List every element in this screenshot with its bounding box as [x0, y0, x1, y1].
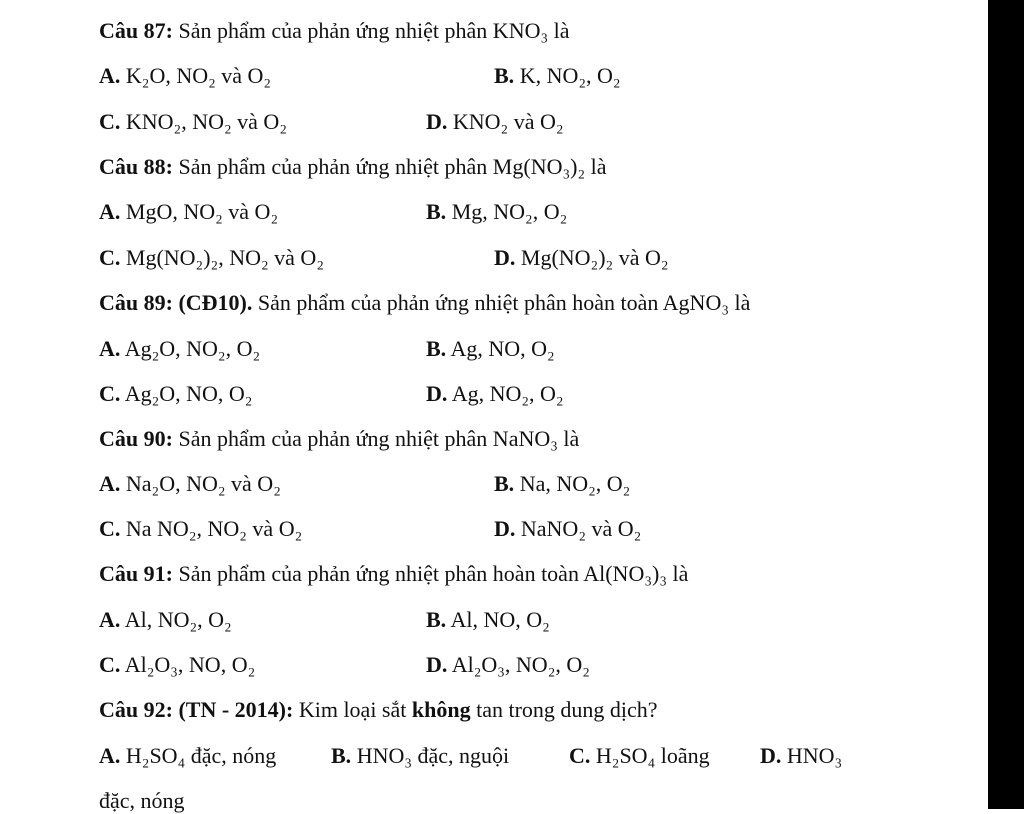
option-label: A.: [99, 63, 121, 88]
question-88: [99, 154, 607, 180]
option-label: B.: [494, 471, 515, 496]
option-text: KNO₂, NO₂ và O₂: [125, 109, 287, 134]
option-text: Mg, NO₂, O₂: [451, 199, 568, 224]
question-label: Câu 91:: [99, 561, 173, 586]
option-a: [99, 471, 281, 497]
option-label: D.: [494, 516, 516, 541]
option-a: [99, 199, 278, 225]
option-label: B.: [426, 336, 447, 361]
question-text-before: Kim loại sắt: [298, 697, 407, 722]
option-a: [99, 607, 232, 633]
question-source: (CĐ10).: [178, 290, 253, 315]
option-label: C.: [99, 516, 121, 541]
option-text: Mg(NO₂)₂ và O₂: [520, 245, 669, 270]
option-text: Mg(NO₂)₂, NO₂ và O₂: [125, 245, 324, 270]
option-text: HNO₃: [786, 743, 843, 768]
option-b: [426, 336, 555, 362]
option-label: B.: [426, 199, 447, 224]
option-text: Na NO₂, NO₂ và O₂: [125, 516, 303, 541]
option-label: B.: [426, 607, 447, 632]
option-d: [760, 743, 842, 769]
option-label: C.: [99, 109, 121, 134]
option-b: [426, 607, 550, 633]
option-d: [426, 652, 590, 678]
option-text: H₂SO₄ đặc, nóng: [125, 743, 277, 768]
option-label: D.: [426, 652, 448, 677]
question-89: [99, 290, 750, 316]
option-text: K, NO₂, O₂: [519, 63, 621, 88]
option-d: [426, 109, 564, 135]
question-text: Sản phẩm của phản ứng nhiệt phân hoàn toàn Al(NO₃)₃ là: [178, 561, 689, 586]
option-b: [494, 471, 630, 497]
option-d-continuation: [99, 788, 185, 814]
option-label: C.: [99, 652, 121, 677]
option-label: A.: [99, 336, 121, 361]
option-text: Ag₂O, NO, O₂: [124, 381, 253, 406]
question-text-emphasis: không: [411, 697, 471, 722]
option-c: [569, 743, 710, 769]
question-text: Sản phẩm của phản ứng nhiệt phân hoàn toàn AgNO₃ là: [257, 290, 751, 315]
right-margin-bar: [988, 0, 1024, 809]
option-label: A.: [99, 743, 121, 768]
question-text-after: tan trong dung dịch?: [476, 697, 658, 722]
option-c: [99, 109, 287, 135]
option-d: [426, 381, 564, 407]
question-label: Câu 88:: [99, 154, 173, 179]
option-text: Na, NO₂, O₂: [519, 471, 631, 496]
option-text: H₂SO₄ loãng: [595, 743, 710, 768]
option-label: D.: [494, 245, 516, 270]
option-text: Ag, NO, O₂: [450, 336, 555, 361]
option-text: Al, NO, O₂: [450, 607, 550, 632]
option-text: Na₂O, NO₂ và O₂: [125, 471, 281, 496]
option-text: K₂O, NO₂ và O₂: [125, 63, 272, 88]
question-label: Câu 87:: [99, 18, 173, 43]
option-b: [426, 199, 567, 225]
option-text: KNO₂ và O₂: [452, 109, 564, 134]
option-text: NaNO₂ và O₂: [520, 516, 642, 541]
question-text: Sản phẩm của phản ứng nhiệt phân Mg(NO₃)₂ là: [178, 154, 607, 179]
option-c: [99, 652, 255, 678]
option-b: [331, 743, 509, 769]
option-label: C.: [569, 743, 591, 768]
option-c: [99, 516, 302, 542]
option-text: HNO₃ đặc, nguội: [356, 743, 510, 768]
option-label: D.: [426, 381, 448, 406]
option-label: C.: [99, 245, 121, 270]
question-text: Sản phẩm của phản ứng nhiệt phân KNO₃ là: [178, 18, 570, 43]
option-c: [99, 381, 252, 407]
option-text: Al, NO₂, O₂: [124, 607, 232, 632]
option-b: [494, 63, 621, 89]
option-a: [99, 63, 271, 89]
option-label: D.: [426, 109, 448, 134]
option-text: Al₂O₃, NO, O₂: [124, 652, 256, 677]
option-d: [494, 516, 641, 542]
question-87: [99, 18, 570, 44]
option-label: A.: [99, 471, 121, 496]
option-c: [99, 245, 324, 271]
option-label: A.: [99, 607, 121, 632]
option-text: đặc, nóng: [99, 788, 185, 813]
question-91: [99, 561, 688, 587]
option-label: B.: [331, 743, 352, 768]
question-label: Câu 92: (TN - 2014):: [99, 697, 294, 722]
option-text: Ag, NO₂, O₂: [451, 381, 564, 406]
question-label: Câu 90:: [99, 426, 173, 451]
question-text: Sản phẩm của phản ứng nhiệt phân NaNO₃ là: [178, 426, 580, 451]
option-label: A.: [99, 199, 121, 224]
option-a: [99, 743, 276, 769]
question-90: [99, 426, 579, 452]
option-label: B.: [494, 63, 515, 88]
option-a: [99, 336, 260, 362]
question-label: Câu 89:: [99, 290, 173, 315]
option-label: C.: [99, 381, 121, 406]
option-text: Al₂O₃, NO₂, O₂: [451, 652, 590, 677]
option-text: MgO, NO₂ và O₂: [125, 199, 279, 224]
option-text: Ag₂O, NO₂, O₂: [124, 336, 261, 361]
option-d: [494, 245, 669, 271]
question-92: [99, 697, 658, 723]
option-label: D.: [760, 743, 782, 768]
